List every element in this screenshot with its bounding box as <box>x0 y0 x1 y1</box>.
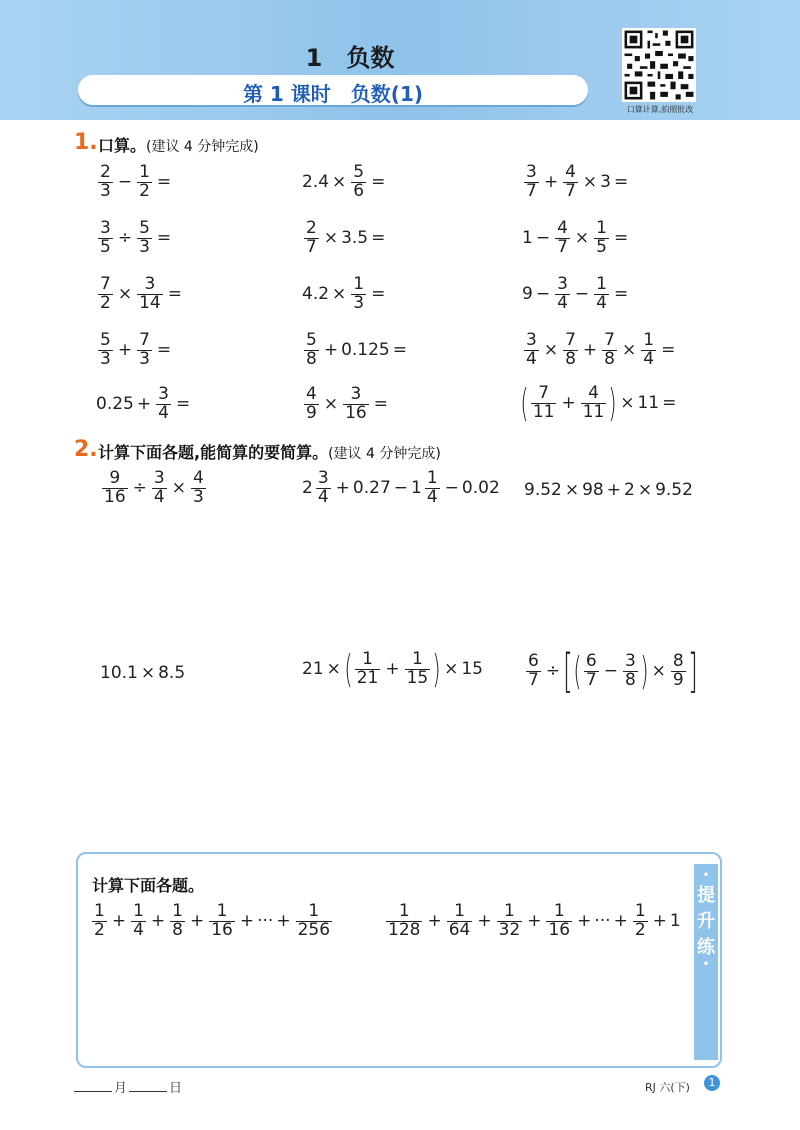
fraction: $\frac{1}{2}$ <box>634 901 646 940</box>
fraction: $\frac{6}{7}$ <box>528 650 539 690</box>
fraction: $\frac{1}{3}$ <box>353 274 365 313</box>
fraction: $\frac{7}{3}$ <box>139 330 150 369</box>
fraction: $\frac{7}{2}$ <box>100 274 111 313</box>
q1-problem-6: 1 − $\frac{4}{7}$ × $\frac{1}{5}$ = <box>522 218 629 257</box>
q1-problem-7: $\frac{7}{2}$ × $\frac{3}{14}$ = <box>100 274 182 313</box>
q1-heading <box>98 133 259 156</box>
fraction: $\frac{2}{7}$ <box>306 218 317 257</box>
fraction: $\frac{5}{8}$ <box>306 330 317 369</box>
q2-problem-3: 9.52 × 98 + 2 × 9.52 <box>524 480 693 500</box>
fraction: $\frac{1}{32}$ <box>498 901 521 940</box>
q1-problem-14: $\frac{4}{9}$ × $\frac{3}{16}$ = <box>306 384 388 423</box>
qr-code-icon[interactable] <box>622 28 696 102</box>
q2-problem-4: 10.1 × 8.5 <box>100 663 186 683</box>
fraction: $\frac{5}{3}$ <box>139 218 150 257</box>
fraction: $\frac{5}{6}$ <box>353 162 365 201</box>
fraction: $\frac{4}{11}$ <box>582 382 605 422</box>
fraction: $\frac{1}{4}$ <box>596 274 607 313</box>
fraction: $\frac{3}{7}$ <box>526 162 537 201</box>
fraction: $\frac{3}{4}$ <box>158 384 169 423</box>
fraction: $\frac{1}{128}$ <box>388 901 421 940</box>
q2-number: 2. <box>74 437 98 462</box>
fraction: $\frac{1}{16}$ <box>211 901 233 940</box>
fraction: $\frac{1}{64}$ <box>448 901 471 940</box>
fraction: $\frac{1}{2}$ <box>139 162 150 201</box>
q1-hint: (建议 4 分钟完成) <box>146 139 259 155</box>
fraction: $\frac{3}{4}$ <box>557 274 568 313</box>
fraction: $\frac{1}{21}$ <box>356 648 379 688</box>
fraction: $\frac{7}{11}$ <box>532 382 555 422</box>
fraction: $\frac{3}{4}$ <box>317 468 329 507</box>
fraction: $\frac{1}{4}$ <box>426 468 438 507</box>
q1-number: 1. <box>74 130 98 155</box>
book-label: RJ 六(下) <box>645 1081 690 1094</box>
fraction: $\frac{1}{4}$ <box>643 330 655 369</box>
fraction: $\frac{7}{8}$ <box>604 330 615 369</box>
fraction: $\frac{9}{16}$ <box>104 468 126 507</box>
q2-problem-2: 2 $\frac{3}{4}$ + 0.27 − 1 $\frac{1}{4}$ − 0.02 <box>302 468 500 507</box>
q2-problem-6: $\frac{6}{7}$ ÷ [ ( $\frac{6}{7}$ − $\frac{3}{8}$ ) × $\frac{8}{9}$ ] <box>528 644 698 698</box>
fraction: $\frac{4}{7}$ <box>565 162 576 201</box>
fraction: $\frac{3}{5}$ <box>100 218 111 257</box>
fraction: $\frac{1}{16}$ <box>548 901 571 940</box>
q1-problem-5: $\frac{2}{7}$ × 3.5 = <box>306 218 386 257</box>
qr-caption: 口算计算,拍照批改 <box>626 105 694 114</box>
extension-problem-2: $\frac{1}{128}$ + $\frac{1}{64}$ + $\frac{1}{32}$ + $\frac{1}{16}$ + ··· + $\frac{1}{2}$ + 1 <box>388 901 681 940</box>
q1-problem-3: $\frac{3}{7}$ + $\frac{4}{7}$ × 3 = <box>526 162 629 201</box>
q2-heading <box>98 440 441 463</box>
fraction: $\frac{1}{256}$ <box>297 901 331 940</box>
fraction: $\frac{7}{8}$ <box>565 330 576 369</box>
q2-hint: (建议 4 分钟完成) <box>328 446 441 462</box>
q2-label: 计算下面各题,能简算的要简算。 <box>98 443 329 462</box>
date-field[interactable]: 月 日 <box>72 1077 182 1096</box>
q1-problem-11: $\frac{5}{8}$ + 0.125 = <box>306 330 407 369</box>
q1-problem-13: 0.25 + $\frac{3}{4}$ = <box>96 384 191 423</box>
fraction: $\frac{8}{9}$ <box>672 650 684 690</box>
fraction: $\frac{3}{4}$ <box>153 468 165 507</box>
q1-label: 口算。 <box>98 136 147 155</box>
fraction: $\frac{1}{2}$ <box>94 901 105 940</box>
extension-problem-1: $\frac{1}{2}$ + $\frac{1}{4}$ + $\frac{1}{8}$ + $\frac{1}{16}$ + ··· + $\frac{1}{256}$ <box>94 901 331 940</box>
fraction: $\frac{1}{4}$ <box>133 901 144 940</box>
fraction: $\frac{4}{3}$ <box>192 468 204 507</box>
q2-problem-5: 21 × ( $\frac{1}{21}$ + $\frac{1}{15}$ ) × 15 <box>302 647 483 691</box>
fraction: $\frac{1}{5}$ <box>596 218 607 257</box>
q1-problem-9: 9 − $\frac{3}{4}$ − $\frac{1}{4}$ = <box>522 274 629 313</box>
fraction: $\frac{1}{8}$ <box>172 901 183 940</box>
fraction: $\frac{6}{7}$ <box>585 650 597 690</box>
q2-problem-1: $\frac{9}{16}$ ÷ $\frac{3}{4}$ × $\frac{4}{3}$ <box>104 468 204 507</box>
extension-side-tab: • 提 升 练 • <box>694 864 718 1060</box>
fraction: $\frac{5}{3}$ <box>100 330 111 369</box>
q1-problem-12: $\frac{3}{4}$ × $\frac{7}{8}$ + $\frac{7}{8}$ × $\frac{1}{4}$ = <box>526 330 676 369</box>
fraction: $\frac{1}{15}$ <box>406 648 429 688</box>
page-number: 1 <box>704 1075 720 1091</box>
fraction: $\frac{3}{14}$ <box>139 274 161 313</box>
lesson-title: 第 1 课时 负数(1) <box>242 82 424 106</box>
q1-problem-8: 4.2 × $\frac{1}{3}$ = <box>302 274 386 313</box>
fraction: $\frac{2}{3}$ <box>100 162 111 201</box>
fraction: $\frac{3}{8}$ <box>624 650 636 690</box>
q1-problem-1: $\frac{2}{3}$ − $\frac{1}{2}$ = <box>100 162 172 201</box>
extension-title: 计算下面各题。 <box>92 876 205 895</box>
q1-problem-10: $\frac{5}{3}$ + $\frac{7}{3}$ = <box>100 330 172 369</box>
unit-title: 1 负数 <box>305 44 395 72</box>
q1-problem-15: ( $\frac{7}{11}$ + $\frac{4}{11}$ ) × 11 = <box>520 381 677 425</box>
fraction: $\frac{4}{7}$ <box>557 218 568 257</box>
q1-problem-4: $\frac{3}{5}$ ÷ $\frac{5}{3}$ = <box>100 218 172 257</box>
fraction: $\frac{3}{16}$ <box>345 384 367 423</box>
q1-problem-2: 2.4 × $\frac{5}{6}$ = <box>302 162 386 201</box>
fraction: $\frac{4}{9}$ <box>306 384 317 423</box>
fraction: $\frac{3}{4}$ <box>526 330 537 369</box>
